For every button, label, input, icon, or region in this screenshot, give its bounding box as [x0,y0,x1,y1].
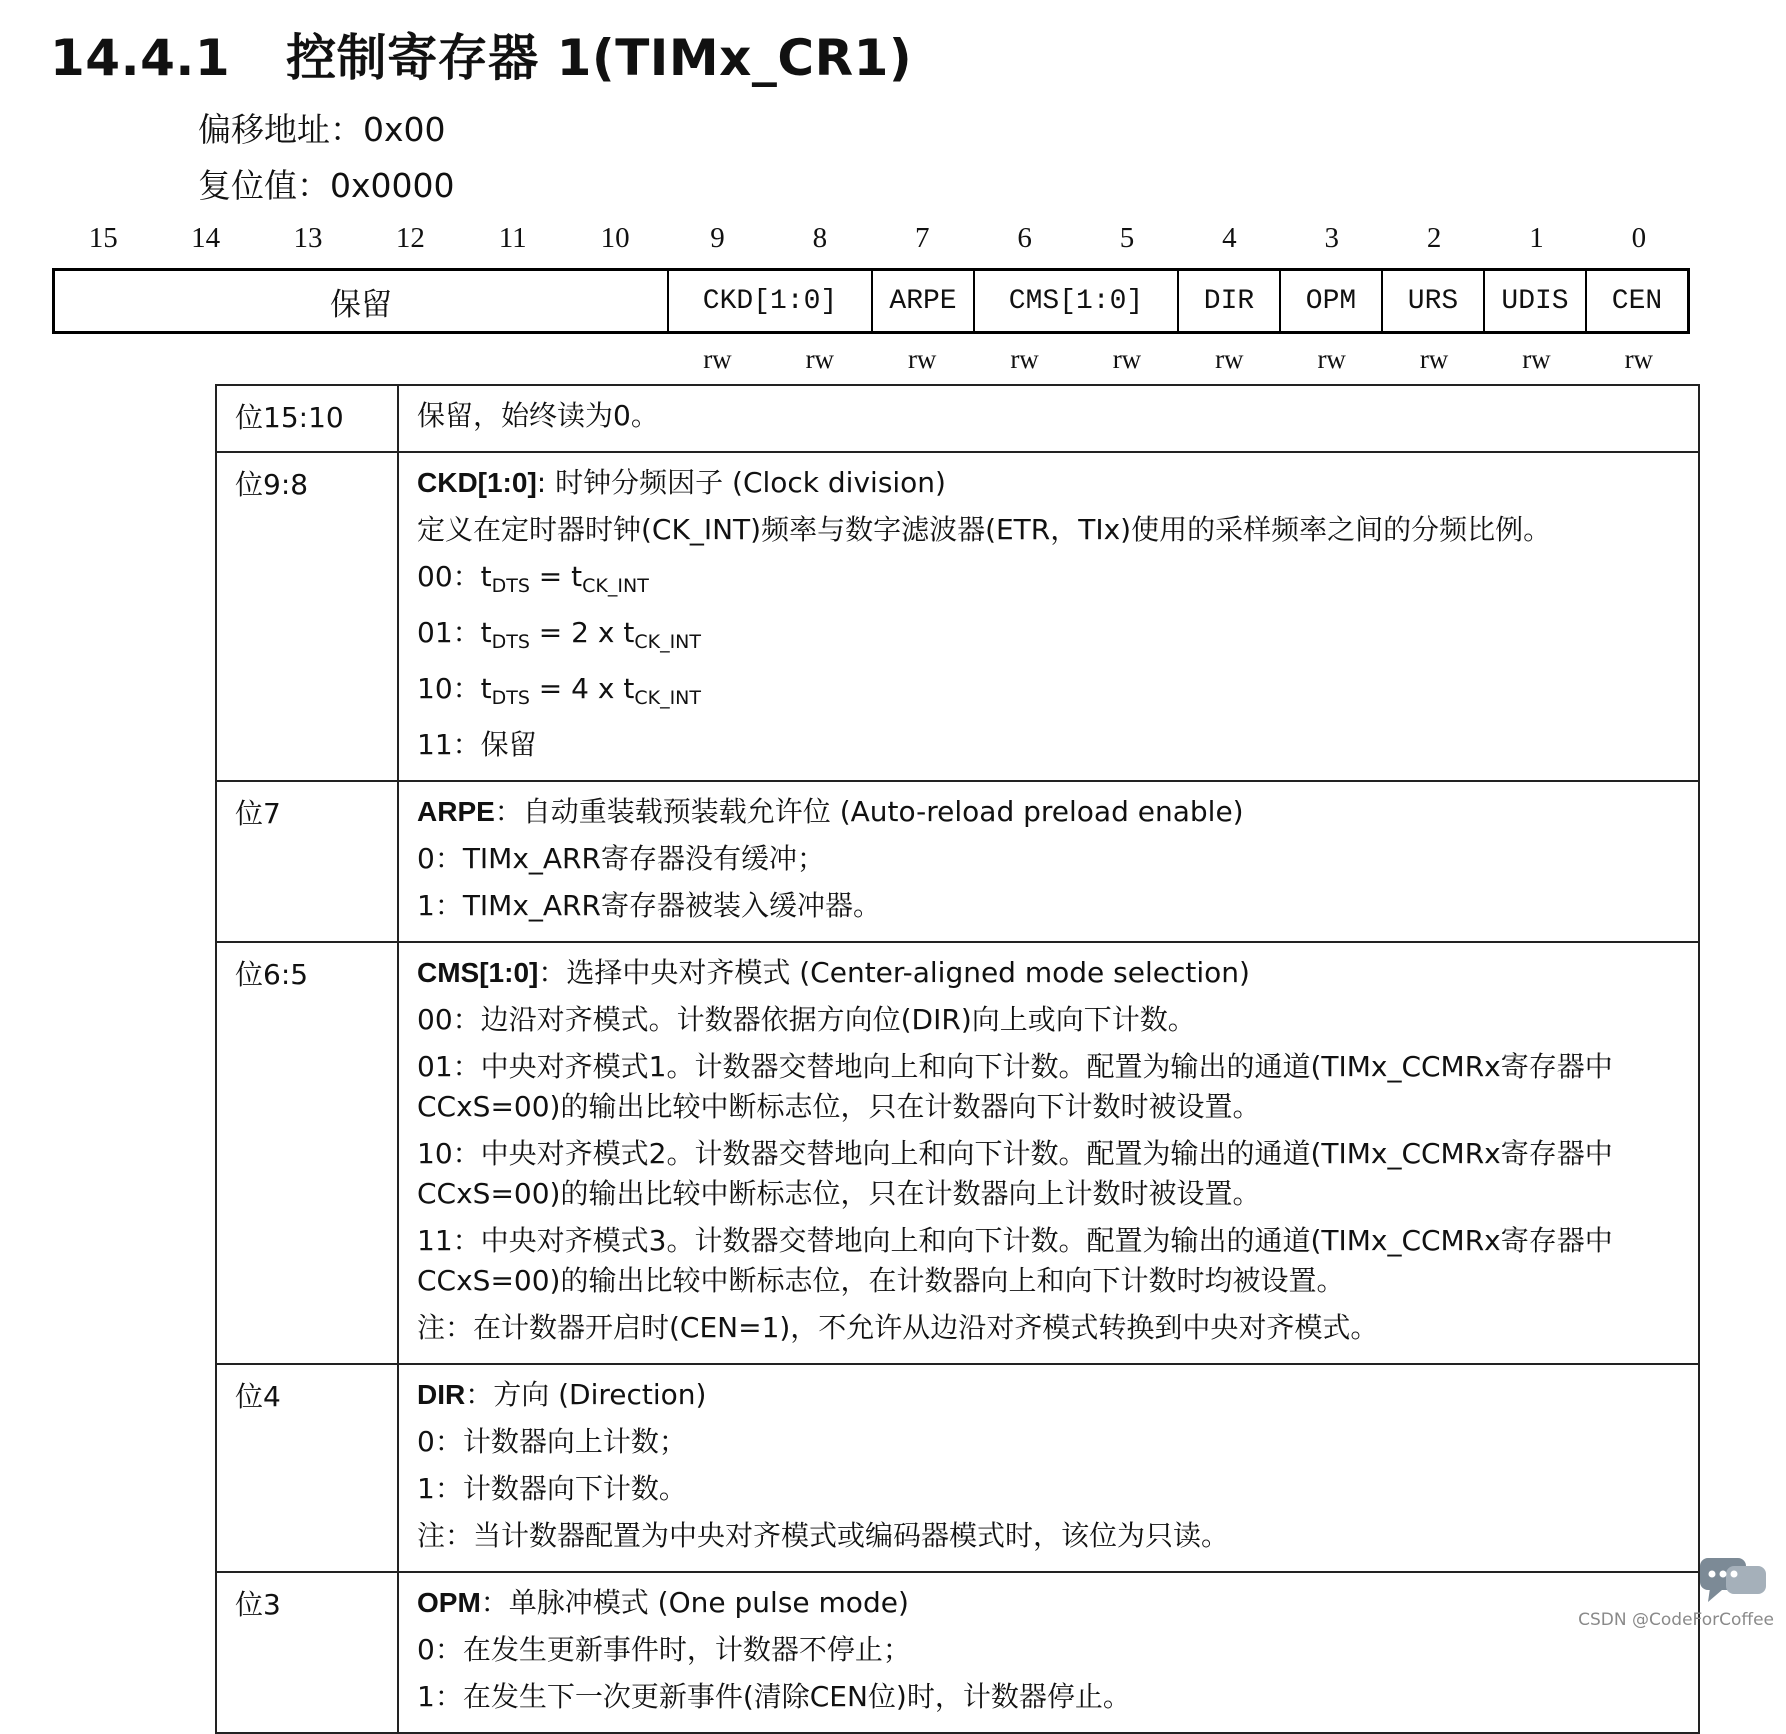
section-title [50,18,912,90]
description-row [216,942,1699,1364]
access-type: rw [1624,344,1654,374]
access-type [257,344,359,375]
description-line: 00：边沿对齐模式。计数器依据方向位(DIR)向上或向下计数。 [417,1003,1196,1036]
description-line: 0：TIMx_ARR寄存器没有缓冲； [417,842,825,875]
bit-description [398,781,1699,942]
formula-part: 01：t [417,616,492,649]
description-line [417,953,1686,993]
register-field-arpe: ARPE [871,271,973,331]
description-row [216,385,1699,452]
formula-part: CK_INT [634,687,701,709]
access-type: rw [703,344,732,374]
bit-number: 5 [1119,222,1135,254]
description-line: 10：中央对齐模式2。计数器交替地向上和向下计数。配置为输出的通道(TIMx_CCMRx寄存器中CCxS=00)的输出比较中断标志位，只在计数器向上计数时被设置。 [417,1137,1613,1210]
description-line: 01：中央对齐模式1。计数器交替地向上和向下计数。配置为输出的通道(TIMx_CCMRx寄存器中CCxS=00)的输出比较中断标志位，只在计数器向下计数时被设置。 [417,1050,1613,1123]
description-line: 0：在发生更新事件时，计数器不停止； [417,1633,911,1666]
reset-value: 复位值：0x0000 [198,166,455,205]
bit-number: 13 [293,222,323,254]
description-line [417,613,1686,662]
register-bit-table [52,268,1690,334]
access-type: rw [805,344,835,374]
bit-description [398,385,1699,452]
bit-number: 10 [600,222,630,254]
access-type: rw [1215,344,1244,374]
bit-number: 4 [1222,222,1237,254]
bit-number: 12 [395,222,425,254]
description-line: 1：计数器向下计数。 [417,1472,687,1505]
formula-part: = 4 x t [529,672,635,705]
field-summary: ：自动重装载预装载允许位 (Auto-reload preload enable) [494,795,1244,828]
description-row [216,781,1699,942]
bit-number: 14 [191,222,221,254]
description-line: 11：保留 [417,728,537,761]
bit-description [398,1572,1699,1733]
formula-part: 10：t [417,672,492,705]
bit-number: 0 [1631,222,1647,254]
section-title-text: 控制寄存器 1(TIMx_CR1) [286,29,913,87]
bit-range: 位4 [216,1364,398,1572]
field-name: DIR [417,1379,466,1410]
description-line: 定义在定时器时钟(CK_INT)频率与数字滤波器(ETR，TIx)使用的采样频率之间的分频比例。 [417,513,1552,546]
description-line [417,557,1686,606]
bit-number: 11 [498,222,527,254]
field-name: CMS[1:0] [417,957,539,988]
bit-range: 位6:5 [216,942,398,1364]
register-field-dir: DIR [1177,271,1279,331]
register-field-reserved: 保留 [330,286,392,323]
bit-number: 3 [1324,222,1339,254]
access-type: rw [1112,344,1142,374]
access-row [52,344,1690,375]
register-field-udis: UDIS [1483,271,1585,331]
bit-description [398,942,1699,1364]
description-row [216,1364,1699,1572]
field-name: CKD[1:0] [417,467,537,498]
access-type [154,344,256,375]
field-name: OPM [417,1587,481,1618]
description-row [216,1572,1699,1733]
formula-part: DTS [491,687,530,709]
access-type: rw [1010,344,1039,374]
offset-address: 偏移地址：0x00 [198,110,446,149]
formula-part: = 2 x t [529,616,635,649]
bit-number: 8 [812,222,828,254]
field-name: ARPE [417,796,495,827]
section-number: 14.4.1 [50,29,231,87]
description-line: 注：在计数器开启时(CEN=1)，不允许从边沿对齐模式转换到中央对齐模式。 [417,1311,1379,1344]
bit-number: 7 [914,222,930,254]
description-line [417,669,1686,718]
description-line [417,463,1686,503]
bit-range: 位7 [216,781,398,942]
formula-part: CK_INT [634,631,701,653]
description-line: 0：计数器向上计数； [417,1425,687,1458]
bit-number: 1 [1529,222,1544,254]
description-line [417,1375,1686,1415]
field-summary: ：选择中央对齐模式 (Center-aligned mode selection) [538,956,1250,989]
watermark: CSDN @CodeForCoffee [1578,1610,1774,1630]
access-type [359,344,461,375]
description-line: 11：中央对齐模式3。计数器交替地向上和向下计数。配置为输出的通道(TIMx_CCMRx寄存器中CCxS=00)的输出比较中断标志位，在计数器向上和向下计数时均被设置。 [417,1224,1613,1297]
bit-number: 6 [1017,222,1032,254]
field-summary: ：方向 (Direction) [465,1378,707,1411]
chat-bubbles-icon [1698,1552,1768,1608]
access-type [462,344,564,375]
bit-number: 15 [88,222,118,254]
formula-part: CK_INT [582,575,649,597]
formula-part: = t [529,560,583,593]
register-field-urs: URS [1381,271,1483,331]
bit-number: 2 [1426,222,1442,254]
bit-range: 位3 [216,1572,398,1733]
bit-description [398,452,1699,781]
access-type [52,344,154,375]
formula-part: DTS [491,631,530,653]
formula-part: 00：t [417,560,492,593]
bit-number: 9 [710,222,725,254]
access-type: rw [1419,344,1449,374]
register-field-opm: OPM [1279,271,1381,331]
description-line [417,1583,1686,1623]
register-field-ckd-1-0: CKD[1:0] [667,271,871,331]
register-field-cms-1-0: CMS[1:0] [973,271,1177,331]
bit-description-table [215,384,1700,1734]
description-row [216,452,1699,781]
description-line: 保留，始终读为0。 [417,399,659,432]
bit-range: 位15:10 [216,385,398,452]
description-line: 1：TIMx_ARR寄存器被装入缓冲器。 [417,889,881,922]
access-type: rw [907,344,937,374]
description-line [417,792,1686,832]
formula-part: DTS [491,575,530,597]
field-summary: ：单脉冲模式 (One pulse mode) [480,1586,909,1619]
description-line: 注：当计数器配置为中央对齐模式或编码器模式时，该位为只读。 [417,1519,1230,1552]
access-type: rw [1522,344,1551,374]
access-type [564,344,666,375]
description-line: 1：在发生下一次更新事件(清除CEN位)时，计数器停止。 [417,1680,1131,1713]
bit-description [398,1364,1699,1572]
field-summary: : 时钟分频因子 (Clock division) [536,466,946,499]
bit-range: 位9:8 [216,452,398,781]
bit-number-row [52,222,1690,255]
register-field-cen: CEN [1585,271,1687,331]
access-type: rw [1317,344,1346,374]
